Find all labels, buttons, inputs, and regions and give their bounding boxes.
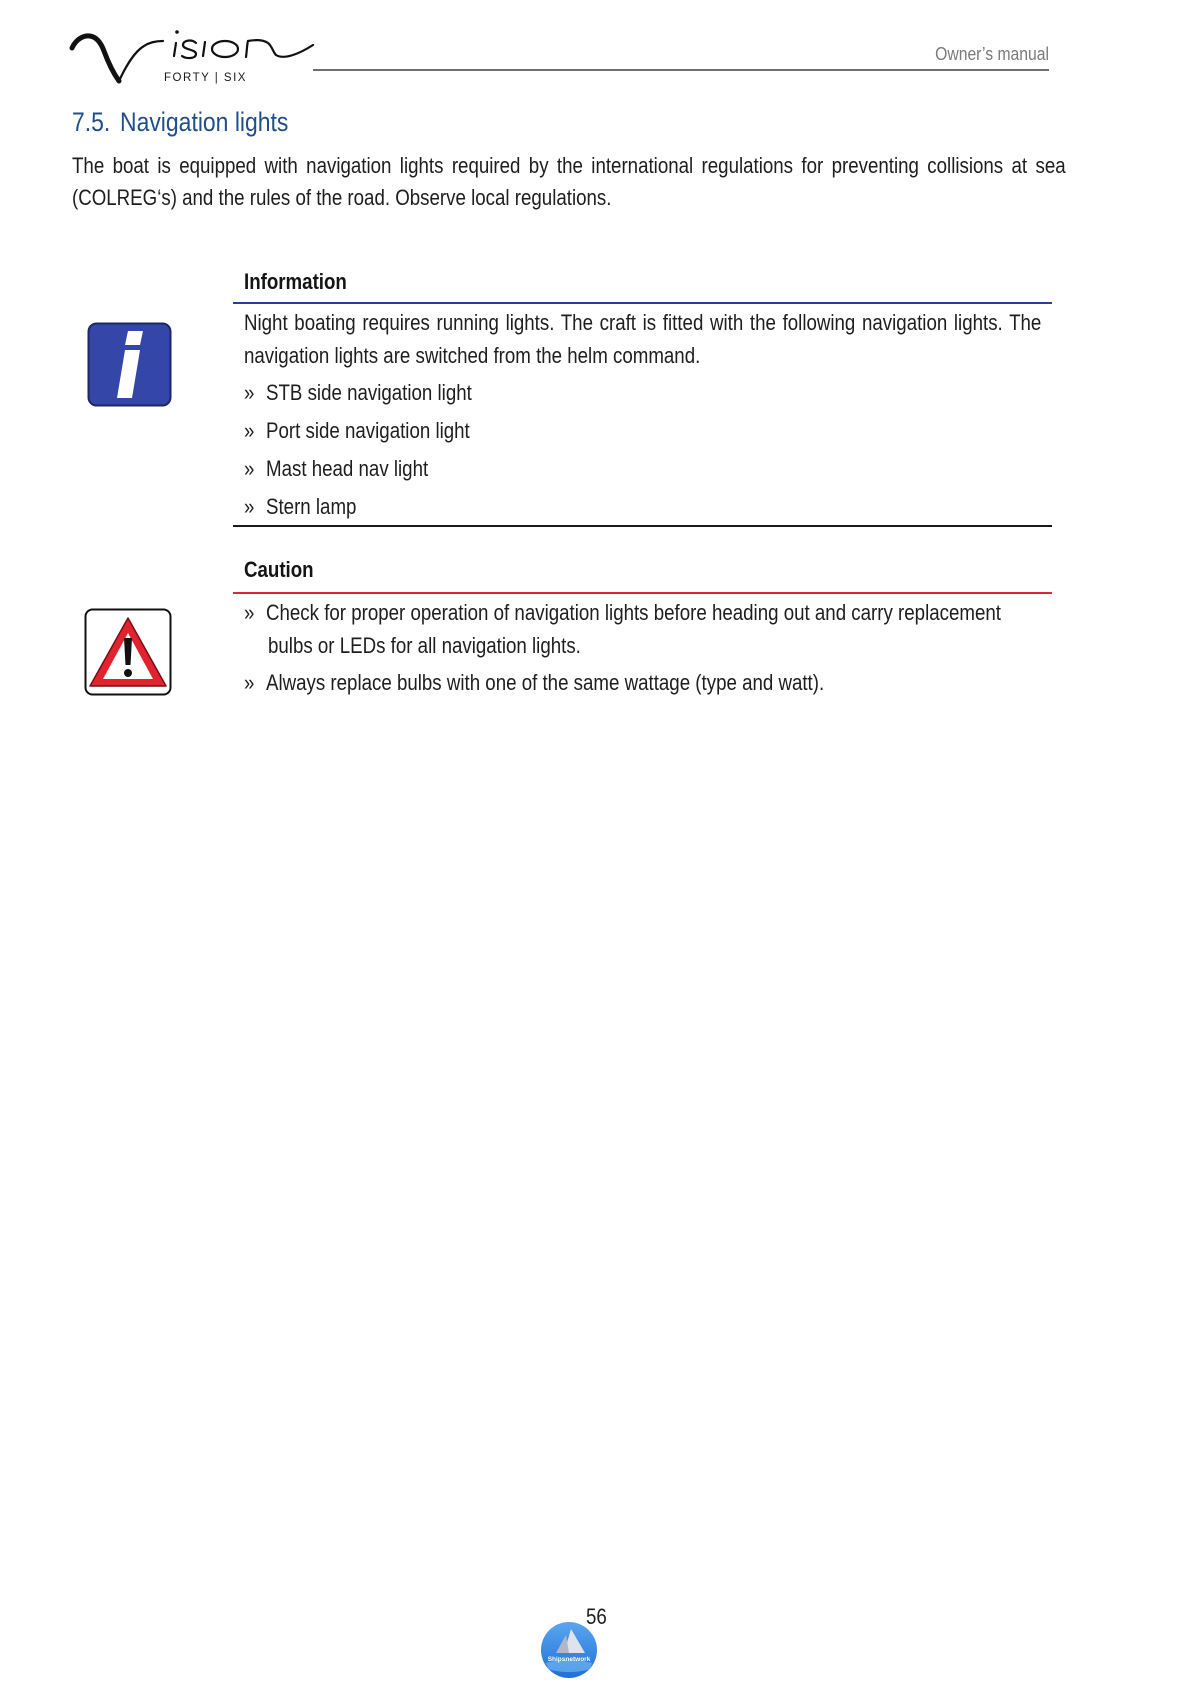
list-item-line: bulbs or LEDs for all navigation lights. (268, 633, 581, 658)
information-body-line: navigation lights are switched from the helm command. (244, 343, 701, 368)
bullet-marker: » (244, 670, 255, 695)
info-icon (87, 322, 172, 407)
list-item: Port side navigation light (266, 418, 470, 443)
bullet-marker: » (244, 456, 255, 481)
logo-letter-o (212, 41, 238, 57)
page-number: 56 (586, 1604, 607, 1629)
list-item-line: Check for proper operation of navigation lights before heading out and carry replacement (266, 600, 1001, 625)
warning-icon (84, 608, 172, 696)
section-title: Navigation lights (120, 107, 289, 137)
list-item: STB side navigation light (266, 380, 472, 405)
bullet-marker: » (244, 600, 255, 625)
logo-letter-n-tail (246, 40, 313, 57)
watermark-text: Shipsnetwork (547, 1656, 591, 1663)
information-rule (233, 302, 1052, 304)
bullet-marker: » (244, 418, 255, 443)
caution-rule (233, 592, 1052, 594)
information-end-rule (233, 525, 1052, 527)
bullet-marker: » (244, 494, 255, 519)
document-label: Owner’s manual (935, 43, 1049, 64)
logo-letter-i-2 (203, 42, 205, 56)
logo-subtitle: FORTY | SIX (164, 72, 247, 84)
caution-heading: Caution (244, 557, 314, 582)
logo-letter-i (174, 43, 176, 56)
list-item: Mast head nav light (266, 456, 429, 481)
information-heading: Information (244, 269, 347, 294)
intro-line: (COLREG‘s) and the rules of the road. Observe local regulations. (72, 185, 612, 210)
logo-v-left-stroke (72, 36, 119, 81)
list-item-line: Always replace bulbs with one of the same wattage (type and watt). (266, 670, 825, 695)
section-number: 7.5. (72, 107, 111, 137)
intro-line: The boat is equipped with navigation lights required by the international regulations for preventing collisions at sea (72, 153, 1066, 178)
logo-letter-s (182, 41, 196, 59)
logo-v-right-stroke (119, 41, 163, 81)
logo-i-dot (175, 30, 179, 34)
information-body-line: Night boating requires running lights. The craft is fitted with the following navigation lights. The (244, 310, 1042, 335)
list-item: Stern lamp (266, 494, 357, 519)
header-rule (313, 69, 1049, 71)
bullet-marker: » (244, 380, 255, 405)
